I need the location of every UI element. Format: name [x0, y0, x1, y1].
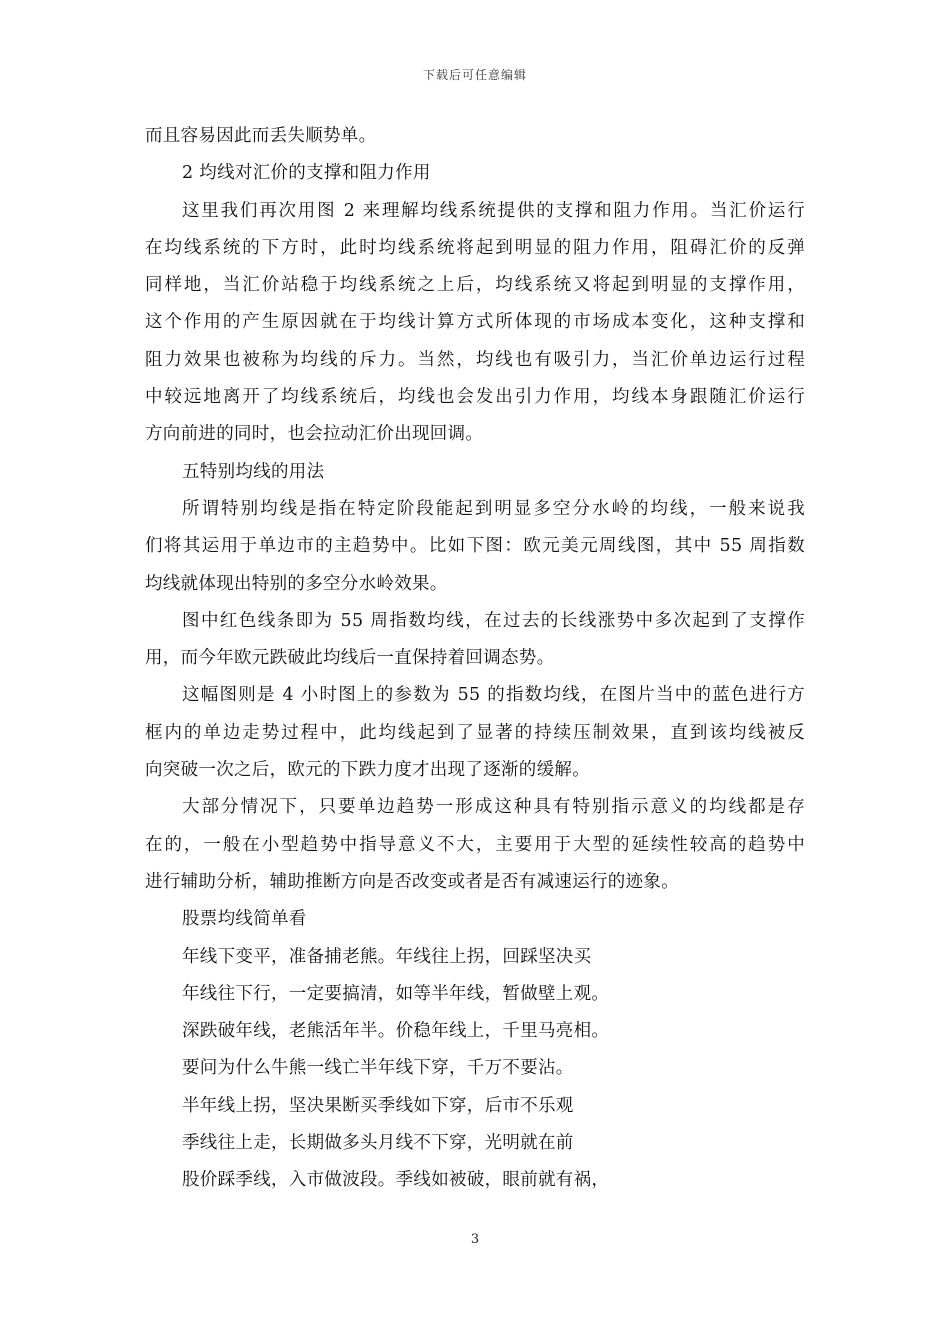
text-line: 深跌破年线，老熊活年半。价稳年线上，千里马亮相。	[182, 1021, 610, 1042]
page-number: 3	[470, 1232, 480, 1247]
text-line: 所谓特别均线是指在特定阶段能起到明显多空分水岭的均线，一般来说我	[182, 498, 805, 519]
text-line: 股票均线简单看	[182, 909, 307, 930]
text-line: 同样地，当汇价站稳于均线系统之上后，均线系统又将起到明显的支撑作用，	[145, 275, 805, 296]
text-line: 们将其运用于单边市的主趋势中。比如下图：欧元美元周线图，其中 55 周指数	[145, 536, 805, 557]
text-line: 五特别均线的用法	[182, 461, 325, 482]
text-line: 股价踩季线，入市做波段。季线如被破，眼前就有祸，	[182, 1170, 610, 1191]
text-line: 进行辅助分析，辅助推断方向是否改变或者是否有减速运行的迹象。	[145, 871, 679, 892]
text-line: 方向前进的同时，也会拉动汇价出现回调。	[145, 424, 484, 445]
text-line: 图中红色线条即为 55 周指数均线，在过去的长线涨势中多次起到了支撑作	[182, 610, 805, 631]
text-line: 半年线上拐，坚决果断买季线如下穿，后市不乐观	[182, 1095, 574, 1116]
text-line: 年线往下行，一定要搞清，如等半年线，暂做壁上观。	[182, 983, 610, 1004]
text-line: 用，而今年欧元跌破此均线后一直保持着回调态势。	[145, 648, 555, 669]
text-line: 2 均线对汇价的支撑和阻力作用	[182, 163, 431, 184]
text-line: 这幅图则是 4 小时图上的参数为 55 的指数均线，在图片当中的蓝色进行方	[182, 685, 805, 706]
text-line: 季线往上走，长期做多头月线不下穿，光明就在前	[182, 1133, 574, 1154]
text-line: 框内的单边走势过程中，此均线起到了显著的持续压制效果，直到该均线被反	[145, 722, 805, 743]
page-header: 下载后可任意编辑	[422, 68, 527, 82]
text-line: 这里我们再次用图 2 来理解均线系统提供的支撑和阻力作用。当汇价运行	[182, 200, 805, 221]
document-body	[145, 118, 805, 1200]
text-line: 在的，一般在小型趋势中指导意义不大，主要用于大型的延续性较高的趋势中	[145, 834, 805, 855]
text-line: 这个作用的产生原因就在于均线计算方式所体现的市场成本变化，这种支撑和	[145, 312, 805, 333]
text-line: 而且容易因此而丢失顺势单。	[145, 126, 377, 146]
text-line: 中较远地离开了均线系统后，均线也会发出引力作用，均线本身跟随汇价运行	[145, 387, 805, 408]
text-line: 在均线系统的下方时，此时均线系统将起到明显的阻力作用，阻碍汇价的反弹	[145, 237, 805, 258]
text-line: 均线就体现出特别的多空分水岭效果。	[145, 573, 448, 594]
text-line: 大部分情况下，只要单边趋势一形成这种具有特别指示意义的均线都是存	[182, 797, 805, 818]
text-line: 向突破一次之后，欧元的下跌力度才出现了逐渐的缓解。	[145, 760, 590, 781]
text-line: 阻力效果也被称为均线的斥力。当然，均线也有吸引力，当汇价单边运行过程	[145, 349, 805, 370]
text-line: 要问为什么牛熊一线亡半年线下穿，千万不要沾。	[182, 1058, 574, 1079]
text-line: 年线下变平，准备捕老熊。年线往上拐，回踩坚决买	[182, 946, 592, 967]
